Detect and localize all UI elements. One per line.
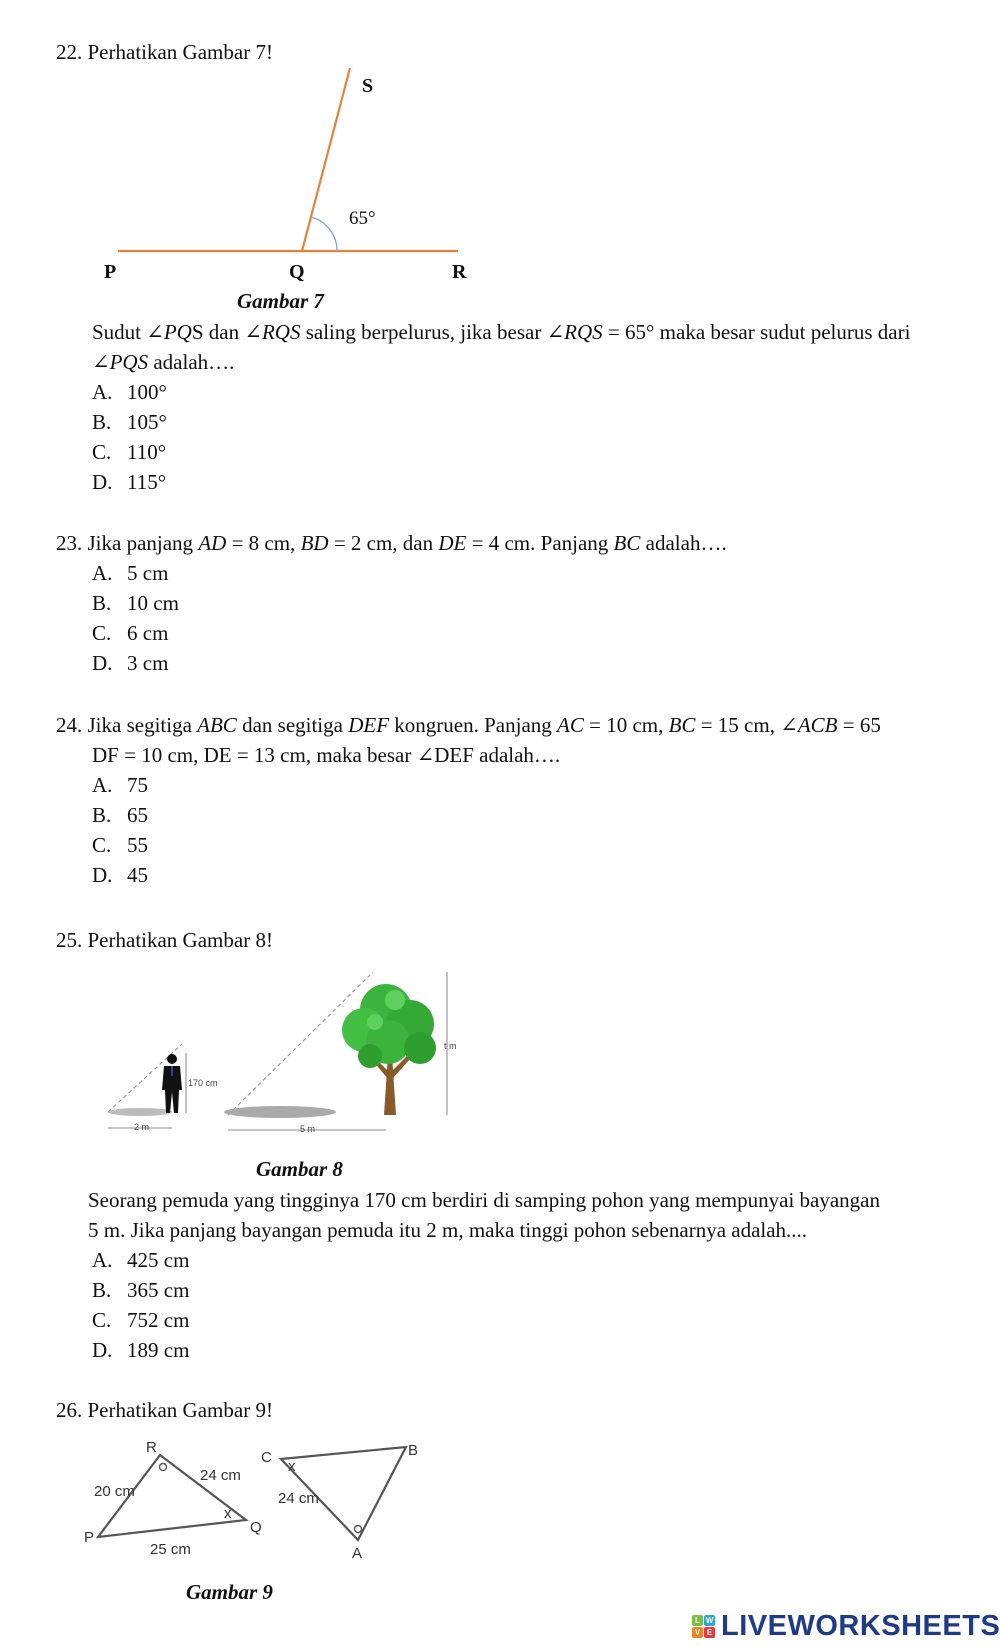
liveworksheets-logo xyxy=(692,1610,1000,1644)
q23-option-b: B. 10 cm xyxy=(92,591,179,615)
label-tri-r: R xyxy=(146,1439,157,1456)
q22-option-b: B. 105° xyxy=(92,410,167,434)
label-r: R xyxy=(452,261,467,283)
label-tri-q: Q xyxy=(250,1519,262,1536)
q23-option-a: A. 5 cm xyxy=(92,561,169,585)
q25-option-d: D. 189 cm xyxy=(92,1338,190,1362)
q24-option-c: C. 55 xyxy=(92,833,148,857)
figure-9-caption: Gambar 9 xyxy=(186,1580,273,1604)
q22-text-line2: ∠PQS adalah…. xyxy=(92,350,235,374)
figure-8 xyxy=(0,960,500,1140)
q25-option-c: C. 752 cm xyxy=(92,1308,190,1332)
angle-arc xyxy=(311,217,337,251)
label-rp: 20 cm xyxy=(94,1483,135,1500)
tree-height-label: t m xyxy=(444,1041,457,1051)
label-x-q: x xyxy=(224,1505,232,1522)
label-ca: 24 cm xyxy=(278,1490,319,1507)
tree-shadow-label: 5 m xyxy=(300,1124,316,1134)
q24-option-d: D. 45 xyxy=(92,863,148,887)
angle-r-mark xyxy=(160,1464,167,1471)
q25-option-b: B. 365 cm xyxy=(92,1278,190,1302)
label-tri-p: P xyxy=(84,1529,95,1546)
q22-option-c: C. 110° xyxy=(92,440,167,464)
person-shadow-label: 2 m xyxy=(134,1122,150,1132)
label-tri-c: C xyxy=(261,1449,272,1466)
q23-option-c: C. 6 cm xyxy=(92,621,169,645)
person-shadow xyxy=(108,1108,172,1116)
angle-a-mark xyxy=(355,1526,362,1533)
q22-option-a: A. 100° xyxy=(92,380,167,404)
figure-8-caption: Gambar 8 xyxy=(256,1157,343,1181)
label-angle: 65° xyxy=(349,208,376,229)
label-tri-b: B xyxy=(408,1442,419,1459)
q26-title: 26. Perhatikan Gambar 9! xyxy=(56,1398,273,1422)
tree-shadow xyxy=(224,1106,336,1118)
logo-grid-icon: L W V E xyxy=(692,1615,716,1639)
q22-text-line1: Sudut ∠PQS dan ∠RQS saling berpelurus, jika besar ∠RQS = 65° maka besar sudut pelurus dari xyxy=(92,320,911,344)
q24-text-line1: 24. Jika segitiga ABC dan segitiga DEF kongruen. Panjang AC = 10 cm, BC = 15 cm, ∠ACB = 65 xyxy=(56,713,881,737)
q25-title: 25. Perhatikan Gambar 8! xyxy=(56,928,273,952)
label-s: S xyxy=(362,75,374,97)
label-q: Q xyxy=(289,261,305,283)
q23-text: 23. Jika panjang AD = 8 cm, BD = 2 cm, dan DE = 4 cm. Panjang BC adalah…. xyxy=(56,531,727,555)
figure-7-caption: Gambar 7 xyxy=(237,289,324,313)
q24-text-line2: DF = 10 cm, DE = 13 cm, maka besar ∠DEF adalah…. xyxy=(92,743,561,767)
label-pq: 25 cm xyxy=(150,1541,191,1558)
ray-qs xyxy=(302,68,350,251)
q25-option-a: A. 425 cm xyxy=(92,1248,190,1272)
q22-option-d: D. 115° xyxy=(92,470,167,494)
q24-option-b: B. 65 xyxy=(92,803,148,827)
tree-icon xyxy=(342,984,436,1115)
q22-title: 22. Perhatikan Gambar 7! xyxy=(56,40,273,64)
q25-text-line1: Seorang pemuda yang tingginya 170 cm berdiri di samping pohon yang mempunyai bayangan xyxy=(88,1188,880,1212)
label-x-c: x xyxy=(288,1458,296,1475)
q23-option-d: D. 3 cm xyxy=(92,651,169,675)
figure-7 xyxy=(0,0,1000,320)
logo-text: LIVEWORKSHEETS xyxy=(721,1610,1000,1642)
figure-9 xyxy=(0,1430,500,1570)
person-height-label: 170 cm xyxy=(188,1078,218,1088)
person-icon xyxy=(162,1054,182,1113)
label-p: P xyxy=(104,261,117,283)
label-tri-a: A xyxy=(352,1545,363,1562)
label-rq: 24 cm xyxy=(200,1467,241,1484)
q24-option-a: A. 75 xyxy=(92,773,148,797)
q25-text-line2: 5 m. Jika panjang bayangan pemuda itu 2 m, maka tinggi pohon sebenarnya adalah.... xyxy=(88,1218,808,1242)
